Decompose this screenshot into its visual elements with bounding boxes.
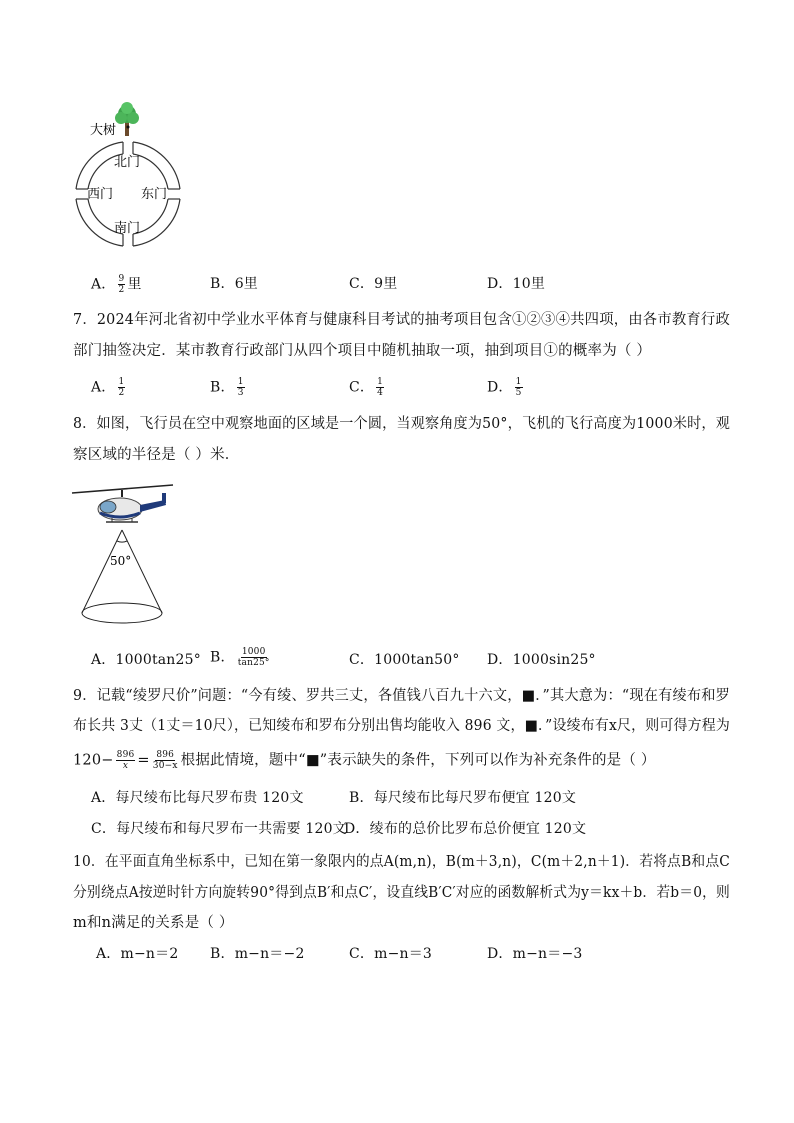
q6-option-c: C．9里 xyxy=(349,276,398,292)
fraction xyxy=(376,377,384,398)
fraction xyxy=(116,750,136,771)
q7-line2: 部门抽签决定．某市教育行政部门从四个项目中随机抽取一项，抽到项目①的概率为（ ） xyxy=(73,343,652,359)
fraction xyxy=(118,274,126,295)
q7-option-a xyxy=(91,377,127,398)
q9-option-d: D．绫布的总价比罗布总价便宜 120文 xyxy=(344,821,587,837)
observation-cone xyxy=(82,530,162,623)
q10-line1: 10．在平面直角坐标系中，已知在第一象限内的点A(m,n)，B(m＋3,n)，C(m＋2,n＋1)．若将点B和点C xyxy=(73,854,730,870)
q10-line3: m和n满足的关系是（ ） xyxy=(73,915,234,931)
tree-label: 大树 xyxy=(90,123,117,138)
q10-option-b: B．m−n＝−2 xyxy=(210,946,305,962)
angle-label: 50° xyxy=(110,554,132,568)
fraction-numerator: 896 xyxy=(156,750,175,760)
option-letter: A． xyxy=(91,379,116,396)
equation-equals: = xyxy=(137,752,150,769)
q7-option-d xyxy=(487,377,525,398)
fraction-numerator: 896 xyxy=(116,750,135,760)
option-unit: 里 xyxy=(127,276,142,293)
fraction-numerator: 1 xyxy=(515,377,522,387)
option-letter: B． xyxy=(210,379,235,396)
fraction-denominator: 5 xyxy=(515,388,522,398)
fraction xyxy=(515,377,523,398)
q9-option-a: A．每尺绫布比每尺罗布贵 120文 xyxy=(91,790,304,806)
fraction-numerator: 1 xyxy=(237,377,244,387)
q8-option-b xyxy=(210,647,273,668)
q10-option-d: D．m−n＝−3 xyxy=(487,946,583,962)
fraction xyxy=(237,377,245,398)
city-gates-figure xyxy=(60,100,200,270)
fraction-denominator: 2 xyxy=(118,285,125,295)
fraction xyxy=(118,377,126,398)
q9-line2: 布长共 3丈（1丈＝10尺），已知绫布和罗布分别出售均能收入 896 文，■．”设绫布有x尺，则可得方程为 xyxy=(73,718,730,734)
fraction-denominator: 4 xyxy=(377,388,384,398)
option-letter: B． xyxy=(210,649,235,666)
option-letter: C． xyxy=(349,379,375,396)
q6-option-b: B．6里 xyxy=(210,276,258,292)
tree-point xyxy=(127,126,130,129)
q7-line1: 7．2024年河北省初中学业水平体育与健康科目考试的抽考项目包含①②③④共四项，由各市教育行政 xyxy=(73,312,730,328)
helicopter-cone-figure xyxy=(70,475,210,635)
q8-option-c: C．1000tan50° xyxy=(349,652,460,668)
q7-option-b xyxy=(210,377,247,398)
fraction-denominator: 30−x xyxy=(152,761,178,771)
option-letter: D． xyxy=(487,379,513,396)
q7-option-c xyxy=(349,377,386,398)
tree-icon xyxy=(115,102,139,136)
q8-option-d: D．1000sin25° xyxy=(487,652,596,668)
fraction-numerator: 1 xyxy=(377,377,384,387)
fraction-denominator: tan25° xyxy=(237,658,270,668)
fraction-numerator: 1 xyxy=(118,377,125,387)
fraction-denominator: 3 xyxy=(237,388,244,398)
east-gate-label: 东门 xyxy=(141,187,168,202)
q8-line2: 察区域的半径是（ ）米． xyxy=(73,447,240,463)
q10-line2: 分别绕点A按逆时针方向旋转90°得到点B′和点C′，设直线B′C′对应的函数解析式为y＝kx＋b．若b＝0，则 xyxy=(73,885,730,901)
fraction-denominator: 2 xyxy=(118,388,125,398)
q6-option-a xyxy=(91,274,142,295)
equation-start: 120− xyxy=(73,752,114,769)
fraction-numerator: 1000 xyxy=(241,647,266,657)
fraction-numerator: 9 xyxy=(118,274,125,284)
q9-line3-text: 根据此情境，题中“■”表示缺失的条件，下列可以作为补充条件的是（ ） xyxy=(180,752,656,769)
west-gate-label: 西门 xyxy=(87,187,114,202)
fraction xyxy=(152,750,179,771)
q8-option-a: A．1000tan25° xyxy=(91,652,201,668)
q6-option-d: D．10里 xyxy=(487,276,546,292)
q9-option-c: C．每尺绫布和每尺罗布一共需要 120文 xyxy=(91,821,347,837)
q10-option-a: A．m−n＝2 xyxy=(96,946,179,962)
q9-line3 xyxy=(73,750,656,771)
helicopter-icon xyxy=(72,485,173,522)
fraction xyxy=(237,647,271,668)
q9-option-b: B．每尺绫布比每尺罗布便宜 120文 xyxy=(349,790,577,806)
south-gate-label: 南门 xyxy=(114,221,141,236)
q8-line1: 8．如图，飞行员在空中观察地面的区域是一个圆，当观察角度为50°，飞机的飞行高度为1000米时，观 xyxy=(73,416,730,432)
north-gate-label: 北门 xyxy=(114,155,141,170)
q10-option-c: C．m−n＝3 xyxy=(349,946,433,962)
fraction-denominator: x xyxy=(122,761,129,771)
option-letter: A． xyxy=(91,276,116,293)
q9-line1: 9．记载“绫罗尺价”问题：“今有绫、罗共三丈，各值钱八百九十六文，■．”其大意为：“现在有绫布和罗 xyxy=(73,688,730,704)
